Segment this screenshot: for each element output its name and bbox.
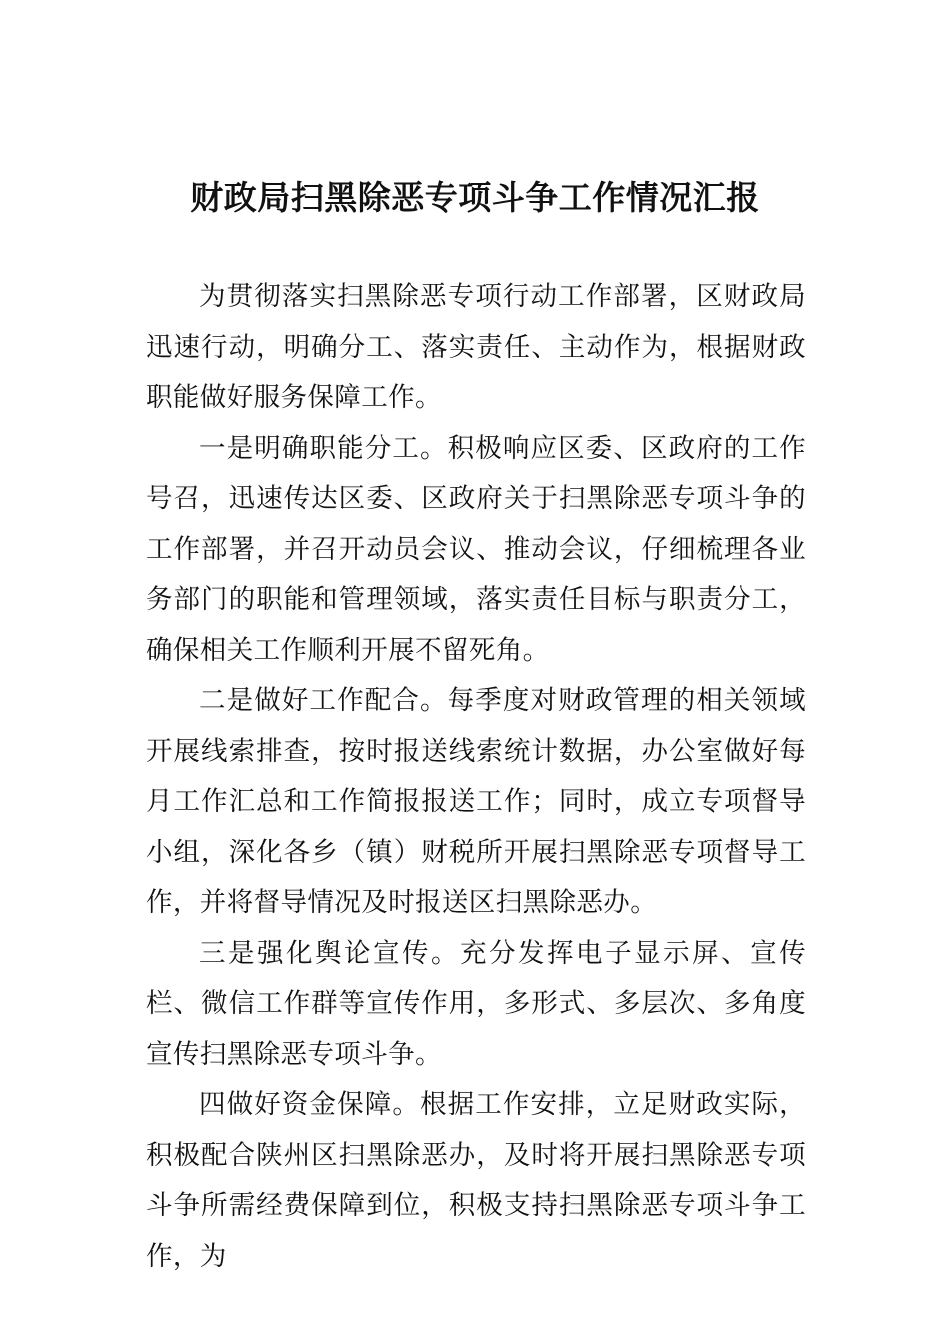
document-title: 财政局扫黑除恶专项斗争工作情况汇报 — [190, 178, 760, 217]
paragraph-two: 二是做好工作配合。每季度对财政管理的相关领域开展线索排查，按时报送线索统计数据，办公室做好每月工作汇总和工作简报报送工作；同时，成立专项督导小组，深化各乡（镇）财税所开展扫黑除恶专项督导工作，并将督导情况及时报送区扫黑除恶办。 — [146, 685, 806, 918]
paragraph-four: 四做好资金保障。根据工作安排，立足财政实际，积极配合陕州区扫黑除恶办，及时将开展扫黑除恶专项斗争所需经费保障到位，积极支持扫黑除恶专项斗争工作，为 — [146, 1089, 806, 1272]
paragraph-intro: 为贯彻落实扫黑除恶专项行动工作部署，区财政局迅速行动，明确分工、落实责任、主动作为，根据财政职能做好服务保障工作。 — [146, 281, 806, 413]
paragraph-three: 三是强化舆论宣传。充分发挥电子显示屏、宣传栏、微信工作群等宣传作用，多形式、多层次、多角度宣传扫黑除恶专项斗争。 — [146, 937, 806, 1070]
paragraph-one: 一是明确职能分工。积极响应区委、区政府的工作号召，迅速传达区委、区政府关于扫黑除恶专项斗争的工作部署，并召开动员会议、推动会议，仔细梳理各业务部门的职能和管理领域，落实责任目标与职责分工，确保相关工作顺利开展不留死角。 — [146, 432, 806, 666]
document-body — [146, 272, 806, 1282]
